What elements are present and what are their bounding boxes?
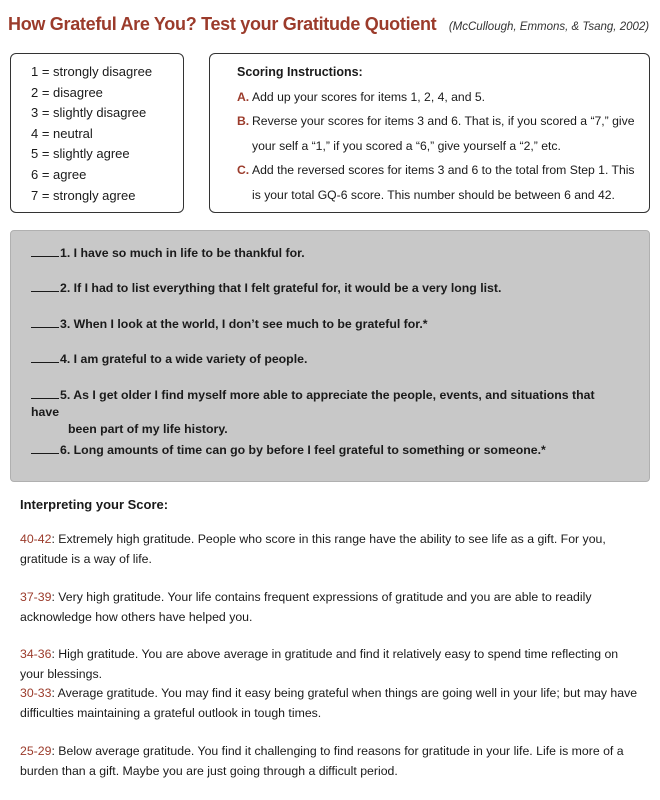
step-text: Reverse your scores for items 3 and 6. That is, if you scored a “7,” give your self a “1,” if you scored a “6,” give yourself a “2,” etc. (252, 114, 635, 153)
item-text: 1. I have so much in life to be thankful for. (60, 246, 305, 260)
scale-item: 7 = strongly agree (31, 187, 136, 203)
score-range (20, 683, 645, 723)
item-text-continuation: been part of my life history. (68, 422, 228, 436)
item-text: 5. As I get older I find myself more able to appreciate the people, events, and situations that have (31, 388, 595, 419)
answer-blank[interactable] (31, 351, 59, 363)
questionnaire-item (31, 351, 611, 368)
score-range-text: : Very high gratitude. Your life contains frequent expressions of gratitude and you are able to readily acknowledge how others have helped you. (20, 590, 592, 624)
step-letter: B. (237, 114, 250, 128)
scoring-instructions-box (209, 53, 650, 213)
score-range-value: 25-29 (20, 744, 52, 758)
instructions-title: Scoring Instructions: (237, 65, 363, 79)
scale-item: 6 = agree (31, 166, 87, 182)
scale-item: 5 = slightly agree (31, 146, 130, 162)
answer-blank[interactable] (31, 245, 59, 257)
questionnaire-item (31, 442, 611, 459)
score-range-text: : Extremely high gratitude. People who score in this range have the ability to see life as a gift. For you, gratitude is a way of life. (20, 532, 606, 566)
step-text: Add the reversed scores for items 3 and 6 to the total from Step 1. This is your total GQ-6 score. This number should be between 6 and 42. (252, 163, 635, 202)
score-range (20, 529, 645, 569)
step-text: Add up your scores for items 1, 2, 4, and 5. (252, 89, 486, 104)
questionnaire-item (31, 245, 611, 262)
scale-item: 3 = slightly disagree (31, 105, 147, 121)
step-letter: C. (237, 163, 250, 177)
score-range (20, 644, 645, 684)
score-range-text: : Average gratitude. You may find it easy being grateful when things are going well in your life; but may have difficulties maintaining a grateful outlook in tough times. (20, 686, 638, 720)
instruction-step (237, 109, 637, 158)
page-title: How Grateful Are You? Test your Gratitude Quotient (8, 14, 437, 34)
score-range (20, 741, 645, 781)
rating-scale-box (10, 53, 184, 213)
header (8, 14, 653, 35)
questionnaire-item (31, 387, 611, 438)
item-text: 6. Long amounts of time can go by before I feel grateful to something or someone.* (60, 443, 546, 457)
interpretation-title: Interpreting your Score: (20, 497, 169, 512)
item-text: 3. When I look at the world, I don’t see much to be grateful for.* (60, 317, 428, 331)
score-range-value: 37-39 (20, 590, 52, 604)
score-range-value: 34-36 (20, 647, 52, 661)
questionnaire-items-box (10, 230, 650, 482)
questionnaire-item (31, 316, 611, 333)
scale-item: 1 = strongly disagree (31, 64, 153, 79)
scale-item: 4 = neutral (31, 125, 93, 141)
answer-blank[interactable] (31, 280, 59, 292)
answer-blank[interactable] (31, 442, 59, 454)
instruction-step (237, 158, 637, 207)
item-text: 2. If I had to list everything that I felt grateful for, it would be a very long list. (60, 281, 502, 295)
questionnaire-item (31, 280, 611, 297)
answer-blank[interactable] (31, 387, 59, 399)
scale-item: 2 = disagree (31, 84, 103, 100)
step-letter: A. (237, 89, 250, 104)
score-range-text: : High gratitude. You are above average in gratitude and find it relatively easy to spend time reflecting on your blessings. (20, 647, 619, 681)
score-range-value: 40-42 (20, 532, 52, 546)
instruction-step (237, 85, 637, 110)
item-text: 4. I am grateful to a wide variety of people. (60, 352, 308, 366)
citation: (McCullough, Emmons, & Tsang, 2002) (448, 21, 650, 33)
score-range-value: 30-33 (20, 686, 52, 700)
answer-blank[interactable] (31, 316, 59, 328)
score-range (20, 587, 645, 627)
score-range-text: : Below average gratitude. You find it challenging to find reasons for gratitude in your life. Life is more of a burden than a gift. Maybe you are just going through a difficult period. (20, 744, 624, 778)
